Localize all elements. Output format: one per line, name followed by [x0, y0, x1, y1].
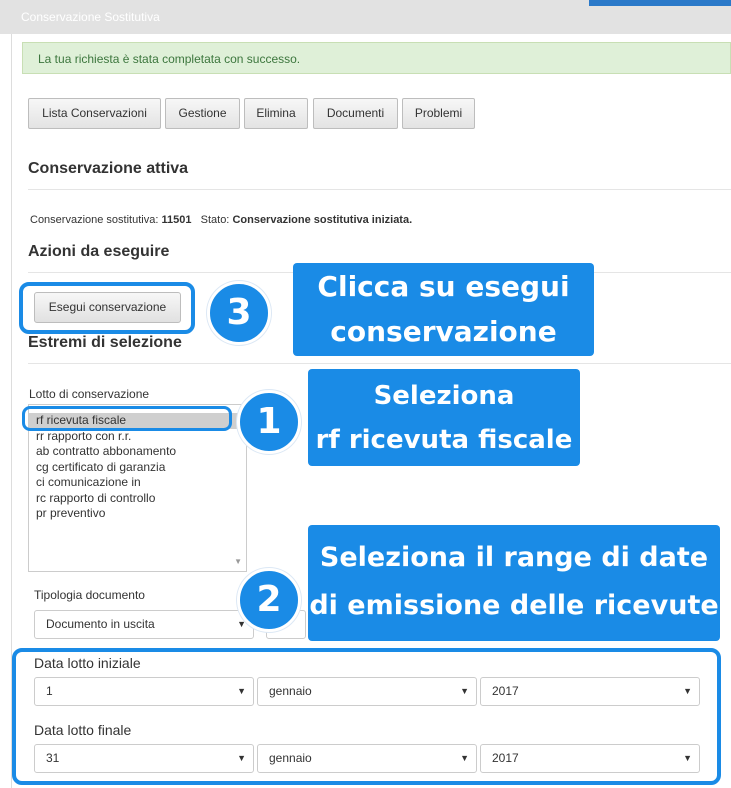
- active-section-title: Conservazione attiva: [28, 160, 189, 177]
- documenti-button[interactable]: Documenti: [313, 98, 398, 129]
- step-3-line1: Clicca su esegui: [317, 270, 570, 303]
- year-value: 2017: [492, 751, 519, 765]
- chevron-down-icon: ▼: [237, 686, 246, 696]
- tipologia-label: Tipologia documento: [34, 588, 145, 602]
- state-label: Stato:: [200, 214, 230, 226]
- lotto-option-ab[interactable]: ab contratto abbonamento: [36, 444, 177, 458]
- chevron-down-icon: ▼: [237, 619, 246, 629]
- lotto-option-ci[interactable]: ci comunicazione in: [36, 475, 141, 489]
- lotto-option-pr[interactable]: pr preventivo: [36, 506, 106, 520]
- step-2-line2: di emissione delle ricevute: [309, 590, 719, 621]
- state-value: Conservazione sostitutiva iniziata.: [232, 214, 413, 226]
- tipologia-value: Documento in uscita: [46, 617, 155, 631]
- month-value: gennaio: [269, 684, 312, 698]
- step-3-badge: 3: [207, 281, 271, 345]
- step-1-line2: rf ricevuta fiscale: [315, 425, 573, 455]
- chevron-down-icon: ▼: [683, 686, 692, 696]
- lotto-option-rr[interactable]: rr rapporto con r.r.: [36, 428, 132, 443]
- divider: [28, 189, 731, 190]
- step-3-line2: conservazione: [330, 315, 557, 348]
- window-title: Conservazione Sostitutiva: [21, 10, 160, 24]
- step-1-line1: Seleziona: [373, 381, 515, 411]
- step-2-callout: [308, 525, 720, 641]
- lista-conservazioni-button[interactable]: Lista Conservazioni: [28, 98, 161, 129]
- problemi-button[interactable]: Problemi: [402, 98, 475, 129]
- chevron-down-icon: ▼: [683, 753, 692, 763]
- tipologia-select[interactable]: [34, 610, 254, 639]
- step-3-callout: [293, 263, 594, 356]
- day-value: 1: [46, 684, 53, 698]
- chevron-down-icon: ▼: [460, 686, 469, 696]
- divider: [28, 363, 731, 364]
- year-value: 2017: [492, 684, 519, 698]
- highlight-lotto-ring: [22, 406, 232, 431]
- highlight-execute-ring: [19, 282, 195, 334]
- lotto-option-cg[interactable]: cg certificato di garanzia: [36, 459, 166, 474]
- day-value: 31: [46, 751, 60, 765]
- step-1-badge: 1: [237, 390, 301, 454]
- lotto-option-rf[interactable]: rf ricevuta fiscale: [29, 413, 246, 429]
- step-1-callout: [308, 369, 580, 466]
- conservation-label: Conservazione sostitutiva:: [30, 214, 159, 226]
- chevron-down-icon: ▼: [237, 753, 246, 763]
- esegui-conservazione-button[interactable]: Esegui conservazione: [34, 292, 181, 323]
- step-2-badge: 2: [237, 568, 301, 632]
- chevron-down-icon: ▼: [460, 753, 469, 763]
- gestione-button[interactable]: Gestione: [165, 98, 240, 129]
- scroll-down-icon[interactable]: ▼: [234, 557, 242, 566]
- window-titlebar: [0, 0, 731, 34]
- actions-section-title: Azioni da eseguire: [28, 243, 170, 260]
- lotto-option-rc[interactable]: rc rapporto di controllo: [36, 490, 156, 505]
- data-finale-label: Data lotto finale: [34, 722, 132, 738]
- elimina-button[interactable]: Elimina: [244, 98, 308, 129]
- selection-section-title: Estremi di selezione: [28, 334, 182, 351]
- success-alert: La tua richiesta è stata completata con successo.: [22, 42, 731, 74]
- data-iniziale-label: Data lotto iniziale: [34, 655, 141, 671]
- lotto-label: Lotto di conservazione: [29, 387, 150, 401]
- month-value: gennaio: [269, 751, 312, 765]
- conservation-id: 11501: [161, 214, 192, 226]
- conservation-status: [30, 214, 412, 226]
- step-2-line1: Seleziona il range di date: [319, 542, 709, 573]
- highlight-dates-ring: [12, 648, 721, 785]
- header-accent-strip: [589, 0, 731, 6]
